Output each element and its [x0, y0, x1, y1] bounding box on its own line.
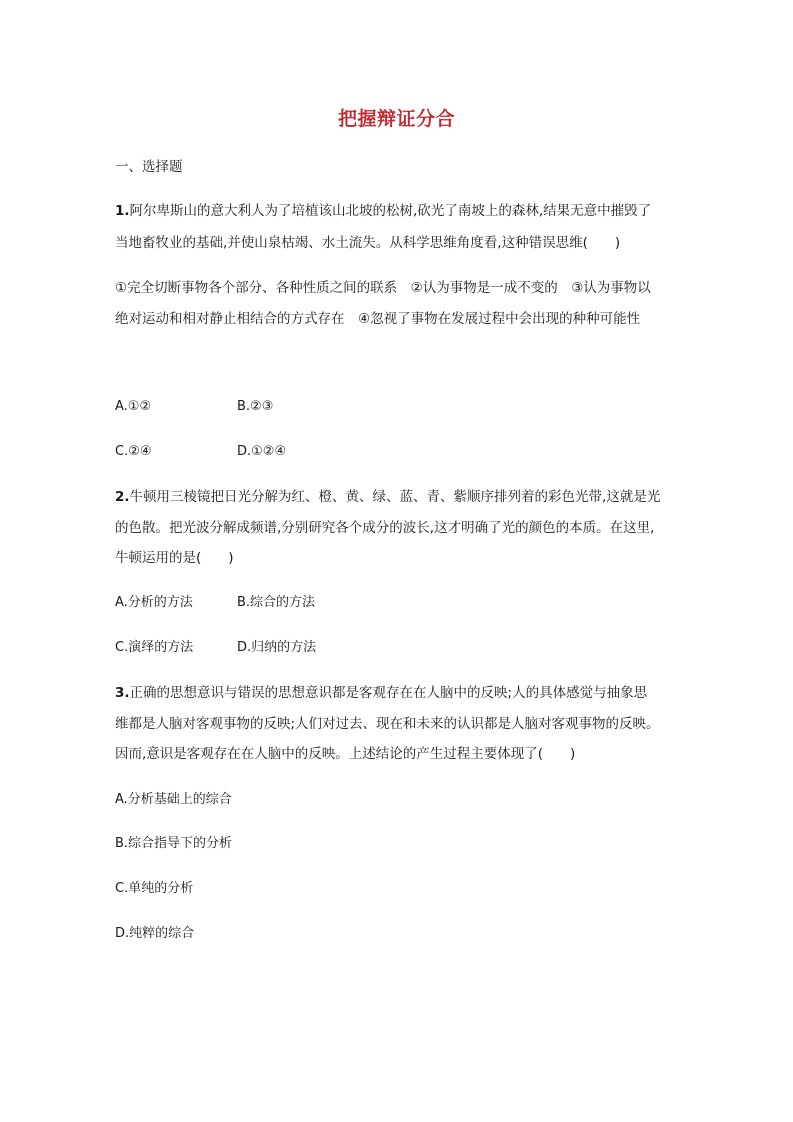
- question-2-option-a: A.分析的方法: [115, 595, 193, 610]
- question-3-text-1: 正确的思想意识与错误的思想意识都是客观存在在人脑中的反映;人的具体感觉与抽象思: [129, 685, 648, 701]
- question-1-option-b: B.②③: [237, 399, 274, 414]
- question-2-line-1: [115, 487, 660, 507]
- question-1-number: 1.: [115, 203, 130, 219]
- question-3-option-a: A.分析基础上的综合: [115, 792, 232, 807]
- question-1-statements-line-2: 绝对运动和相对静止相结合的方式存在 ④忽视了事物在发展过程中会出现的种种可能性: [115, 311, 641, 327]
- question-2-number: 2.: [115, 489, 130, 505]
- question-3-option-c: C.单纯的分析: [115, 881, 194, 896]
- page-title: 把握辩证分合: [337, 108, 455, 130]
- question-1-text-1: 阿尔卑斯山的意大利人为了培植该山北坡的松树,砍光了南坡上的森林,结果无意中摧毁了: [129, 203, 652, 219]
- question-2-option-d: D.归纳的方法: [237, 640, 317, 655]
- question-2-option-b: B.综合的方法: [237, 595, 316, 610]
- question-1-option-d: D.①②④: [237, 444, 287, 459]
- question-1-line-2: 当地畜牧业的基础,并使山泉枯竭、水土流失。从科学思维角度看,这种错误思维( ): [115, 235, 621, 251]
- question-1-statements-line-1: ①完全切断事物各个部分、各种性质之间的联系 ②认为事物是一成不变的 ③认为事物以: [115, 280, 651, 296]
- question-3-option-b: B.综合指导下的分析: [115, 836, 233, 851]
- question-1-option-a: A.①②: [115, 399, 152, 414]
- question-2-option-c: C.演绎的方法: [115, 640, 194, 655]
- question-3-line-2: 维都是人脑对客观事物的反映;人们对过去、现在和未来的认识都是人脑对客观事物的反映。: [115, 716, 660, 732]
- question-3-line-1: [115, 683, 647, 703]
- section-heading: 一、选择题: [115, 159, 183, 175]
- question-2-text-1: 牛顿用三棱镜把日光分解为红、橙、黄、绿、蓝、青、紫顺序排列着的彩色光带,这就是光: [129, 489, 661, 505]
- question-3-option-d: D.纯粹的综合: [115, 926, 195, 941]
- question-2-line-2: 的色散。把光波分解成频谱,分别研究各个成分的波长,这才明确了光的颜色的本质。在这里,: [115, 520, 655, 536]
- question-2-line-3: 牛顿运用的是( ): [115, 550, 234, 566]
- question-3-line-3: 因而,意识是客观存在在人脑中的反映。上述结论的产生过程主要体现了( ): [115, 746, 576, 762]
- question-1-line-1: [115, 201, 651, 221]
- question-3-number: 3.: [115, 685, 130, 701]
- question-1-option-c: C.②④: [115, 444, 152, 459]
